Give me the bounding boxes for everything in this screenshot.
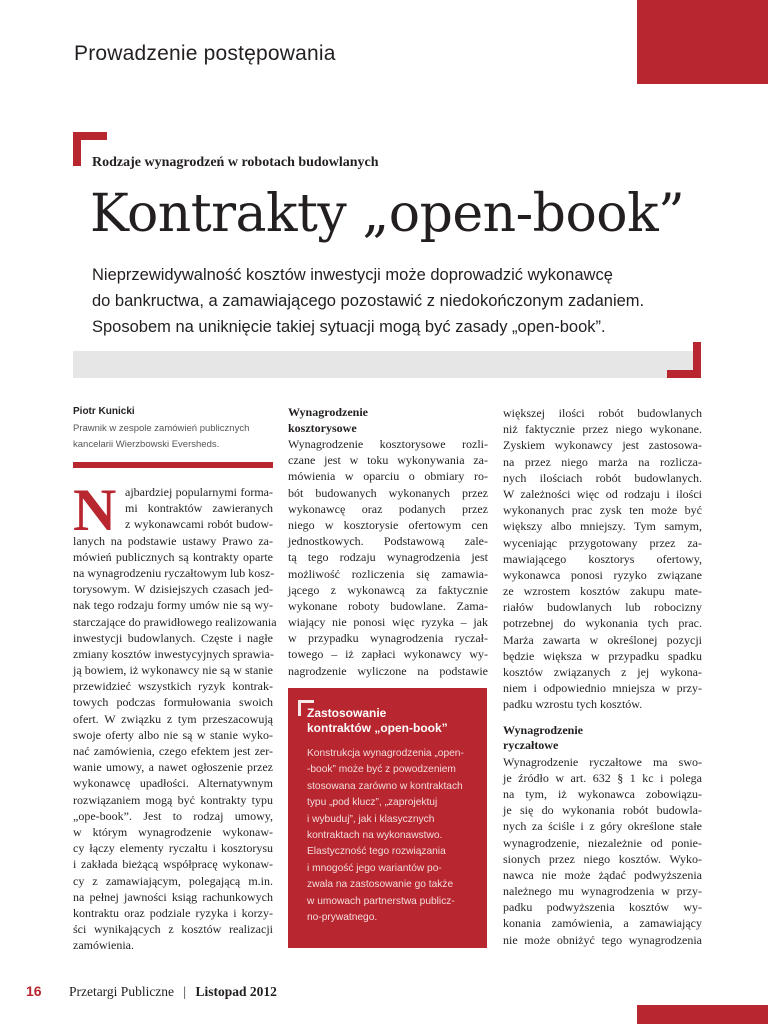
text-line: na przez niego marża na rozlicza-	[503, 454, 702, 469]
text-line: niego w kosztorysie ofertowym cen	[288, 517, 488, 532]
text-line: nych za ściśle i z góry określone stałe	[503, 819, 702, 834]
sidebar-title-line: Zastosowanie	[307, 706, 387, 720]
subheading-line: Wynagrodzenie	[503, 722, 583, 737]
text-line: rozwiązaniem mogą być kontrakty typu	[73, 792, 273, 807]
sidebar-text-line: i wybuduj”, jak i klasycznych	[307, 813, 435, 825]
text-line: w którym wynagrodzenie wykonaw-	[73, 824, 273, 839]
text-line: ją bowiem, iż wykonawcy nie są w stanie	[73, 663, 273, 678]
text-line: ofert. W związku z tym przeszacowują	[73, 711, 273, 726]
text-line: wyceniając przygotowany przez za-	[503, 535, 702, 550]
text-line: je się do wykonania robót budowla-	[503, 803, 702, 818]
text-line: towego – iż zapłaci wykonawcy wy-	[288, 647, 488, 662]
article-kicker: Rodzaje wynagrodzeń w robotach budowlanych	[92, 155, 379, 170]
text-line: wykonane roboty budowlane. Zama-	[288, 598, 488, 613]
text-line: ze wzrostem kosztów zakupu mate-	[503, 584, 702, 599]
text-line: Zyskiem wykonawcy jest zastosowa-	[503, 438, 702, 453]
column-2	[288, 405, 488, 679]
text-line: cy z zamawiającym, polegającą m.in.	[73, 873, 273, 888]
text-line: jącego z wykonawcą za faktycznie	[288, 582, 488, 597]
subheading-ryczaltowe	[503, 723, 702, 754]
text-line: „ope-book”. Jest to rodzaj umowy,	[73, 808, 273, 823]
subheading-kosztorysowe	[288, 405, 488, 436]
column-3-body-b	[503, 754, 702, 948]
text-line: wykonawca ponosi ryzyko związane	[503, 567, 702, 582]
text-line: wynagrodzenie, niezależnie od ponie-	[503, 835, 702, 850]
page-number: 16	[26, 983, 42, 999]
text-line: wykonanych prac zysk ten może być	[503, 503, 702, 518]
text-line: czane jest w toku wykonywania za-	[288, 453, 488, 468]
text-line: mawiającego kosztorys ofertowy,	[503, 551, 702, 566]
article-title: Kontrakty „open-book”	[90, 184, 685, 244]
text-line: swoje oferty albo nie są w stanie wyko-	[73, 727, 273, 742]
section-title: Prowadzenie postępowania	[74, 42, 336, 65]
text-line: sionych przez niego kosztów. Wyko-	[503, 851, 702, 866]
sidebar-text-line: kontraktach na wykonawstwo.	[307, 830, 443, 842]
column-3	[503, 405, 702, 948]
author-description	[73, 421, 273, 453]
subheading-line: Wynagrodzenie	[288, 405, 368, 419]
text-line: wiający nie ponosi więc ryzyka – jak	[288, 615, 488, 630]
sidebar-text-line: -book” może być z powodzeniem	[307, 764, 456, 776]
text-line: nagrodzenie wyliczone na podstawie	[288, 663, 488, 678]
text-line: zamówienia.	[73, 938, 134, 953]
text-line: wykonawcę upadłości. Alternatywnym	[73, 776, 273, 791]
subheading-line: ryczałtowe	[503, 738, 559, 753]
text-line: jednostkowych. Podstawową zale-	[288, 534, 488, 549]
lead-line: do bankructwa, a zamawiającego pozostawić z niedokończonym zadaniem.	[92, 292, 645, 310]
author-name: Piotr Kunicki	[73, 406, 135, 417]
text-line: możliwość rozliczenia się zamawia-	[288, 566, 488, 581]
lead-line: Sposobem na uniknięcie takiej sytuacji mogą być zasady „open-book”.	[92, 318, 606, 336]
text-line: kosztów związanych z jej wykona-	[503, 665, 702, 679]
sidebar-text-line: stosowana zarówno w kontraktach	[307, 780, 463, 792]
sidebar-text-line: Elastyczność tego rozwiązania	[307, 846, 446, 858]
text-line: kontraktu oraz podziale ryzyka i korzy-	[73, 905, 273, 920]
footer-separator: |	[183, 984, 187, 999]
text-line: z wykonawcami robót budow-	[125, 517, 273, 532]
text-line: tą tego rodzaju wynagrodzenia jest	[288, 550, 488, 565]
text-line: torysowym. W dzisiejszych czasach jed-	[73, 582, 273, 597]
text-line: i zakłada bieżącą współpracę wykonaw-	[73, 857, 273, 872]
text-line: nawca nie może żądać podwyższenia	[503, 867, 702, 882]
publication-name: Przetargi Publiczne	[68, 984, 175, 999]
issue-date: Listopad 2012	[195, 984, 277, 999]
text-line: mówień publicznych są kontrakty oparte	[73, 549, 273, 564]
text-line: na wynagrodzeniu ryczałtowym lub kosz-	[73, 565, 275, 580]
text-line: cy łączy elementy ryczałtu i kosztorysu	[73, 841, 273, 856]
text-line: padku podwyższenia kosztów wy-	[503, 900, 702, 915]
sidebar-title	[307, 706, 448, 736]
author-desc-line: Prawnik w zespole zamówień publicznych	[73, 423, 250, 434]
text-line: potrzebnej do wykonania tych prac.	[503, 616, 702, 631]
text-line: w przypadku wynagrodzenia ryczał-	[288, 631, 488, 646]
corner-accent-block	[637, 0, 768, 84]
text-line: nak tego rodzaju formy umów nie są wy-	[73, 598, 273, 613]
text-line: niem i odpowiednio mniejsza w przy-	[503, 681, 702, 696]
text-line: zmiany kosztów inwestycyjnych sprawia-	[73, 646, 274, 661]
text-line: mówienia w oparciu o obmiary ro-	[288, 469, 488, 484]
text-line: ści wynikających z kosztów realizacji	[73, 922, 273, 937]
text-line: wanie umowy, a nawet ogłoszenie przez	[73, 760, 273, 775]
lead-line: Nieprzewidywalność kosztów inwestycji może doprowadzić wykonawcę	[92, 266, 613, 284]
sidebar-text-line: no-prywatnego.	[307, 912, 378, 924]
bottom-accent-block	[637, 1005, 768, 1024]
text-line: nie może obniżyć tego wynagrodzenia	[503, 932, 702, 947]
text-line: Wynagrodzenie ryczałtowe ma swo-	[503, 754, 702, 769]
drop-cap: N	[73, 477, 117, 543]
footer	[26, 983, 277, 1000]
column-3-body-a	[503, 405, 702, 713]
author-desc-line: kancelarii Wierzbowski Eversheds.	[73, 439, 220, 450]
text-line: wykonawcę oraz podanych przez	[288, 501, 488, 516]
author-divider	[73, 462, 273, 468]
text-line: Marża zawarta w określonej pozycji	[503, 632, 702, 647]
text-line: niż faktycznie przez niego wykonane.	[503, 422, 702, 437]
sidebar-text	[307, 746, 479, 926]
text-line: Wynagrodzenie kosztorysowe rozli-	[288, 437, 488, 451]
column-1	[73, 477, 277, 953]
text-line: riałów budowlanych lub robocizny	[503, 600, 702, 615]
bracket-bottom-right	[667, 342, 701, 378]
sidebar-text-line: Konstrukcja wynagrodzenia „open-	[307, 748, 464, 759]
column-2-body	[288, 436, 488, 679]
text-line: na pełnej jawności ksiąg rachunkowych	[73, 889, 273, 904]
subheading-line: kosztorysowe	[288, 420, 357, 435]
text-line: ajbardziej popularnymi forma-	[125, 485, 273, 499]
header-gray-band	[73, 351, 693, 378]
text-line: konania zamówienia, a zamawiający	[503, 916, 702, 931]
text-line: towych podczas formułowania swoich	[73, 695, 273, 710]
article-lead	[92, 262, 692, 340]
text-line: padku wzrostu tych kosztów.	[503, 697, 643, 712]
sidebar-title-line: kontraktów „open-book”	[307, 721, 448, 735]
text-line: starczające do prawidłowego realizowania	[73, 614, 277, 629]
text-line: nych ilościach robót budowlanych.	[503, 470, 702, 485]
author-box	[73, 406, 273, 453]
text-line: większej ilości robót budowlanych	[503, 406, 702, 420]
text-line: inwestycji budowlanych. Częste i nagłe	[73, 630, 273, 645]
text-line: będzie większa w przypadku spadku	[503, 648, 702, 663]
text-line: mi kontraktów zawieranych	[125, 501, 273, 516]
text-line: należnego mu wynagrodzenia w przy-	[503, 884, 702, 899]
text-line: bót budowanych wykonanych przez	[288, 485, 488, 500]
text-line: lanych na podstawie ustawy Prawo za-	[73, 533, 273, 548]
sidebar-text-line: w umowach partnerstwa publicz-	[307, 895, 455, 907]
text-line: je źródło w art. 632 § 1 kc i polega	[503, 770, 702, 785]
text-line: nać zamówienia, czego efektem jest zer-	[73, 744, 273, 758]
text-line: na tym, iż wykonawca zobowiązu-	[503, 786, 702, 801]
text-line: większy albo mniejszy. Tym samym,	[503, 519, 702, 534]
sidebar-text-line: zwala na zastosowanie go także	[307, 879, 454, 891]
text-line: przewidzieć wszystkich ryzyk kontrak-	[73, 679, 273, 694]
sidebar-text-line: i mnogość jego wariantów po-	[307, 862, 442, 874]
sidebar-text-line: typu „pod klucz”, „zaprojektuj	[307, 797, 438, 809]
text-line: W zależności więc od rodzaju i ilości	[503, 486, 702, 501]
